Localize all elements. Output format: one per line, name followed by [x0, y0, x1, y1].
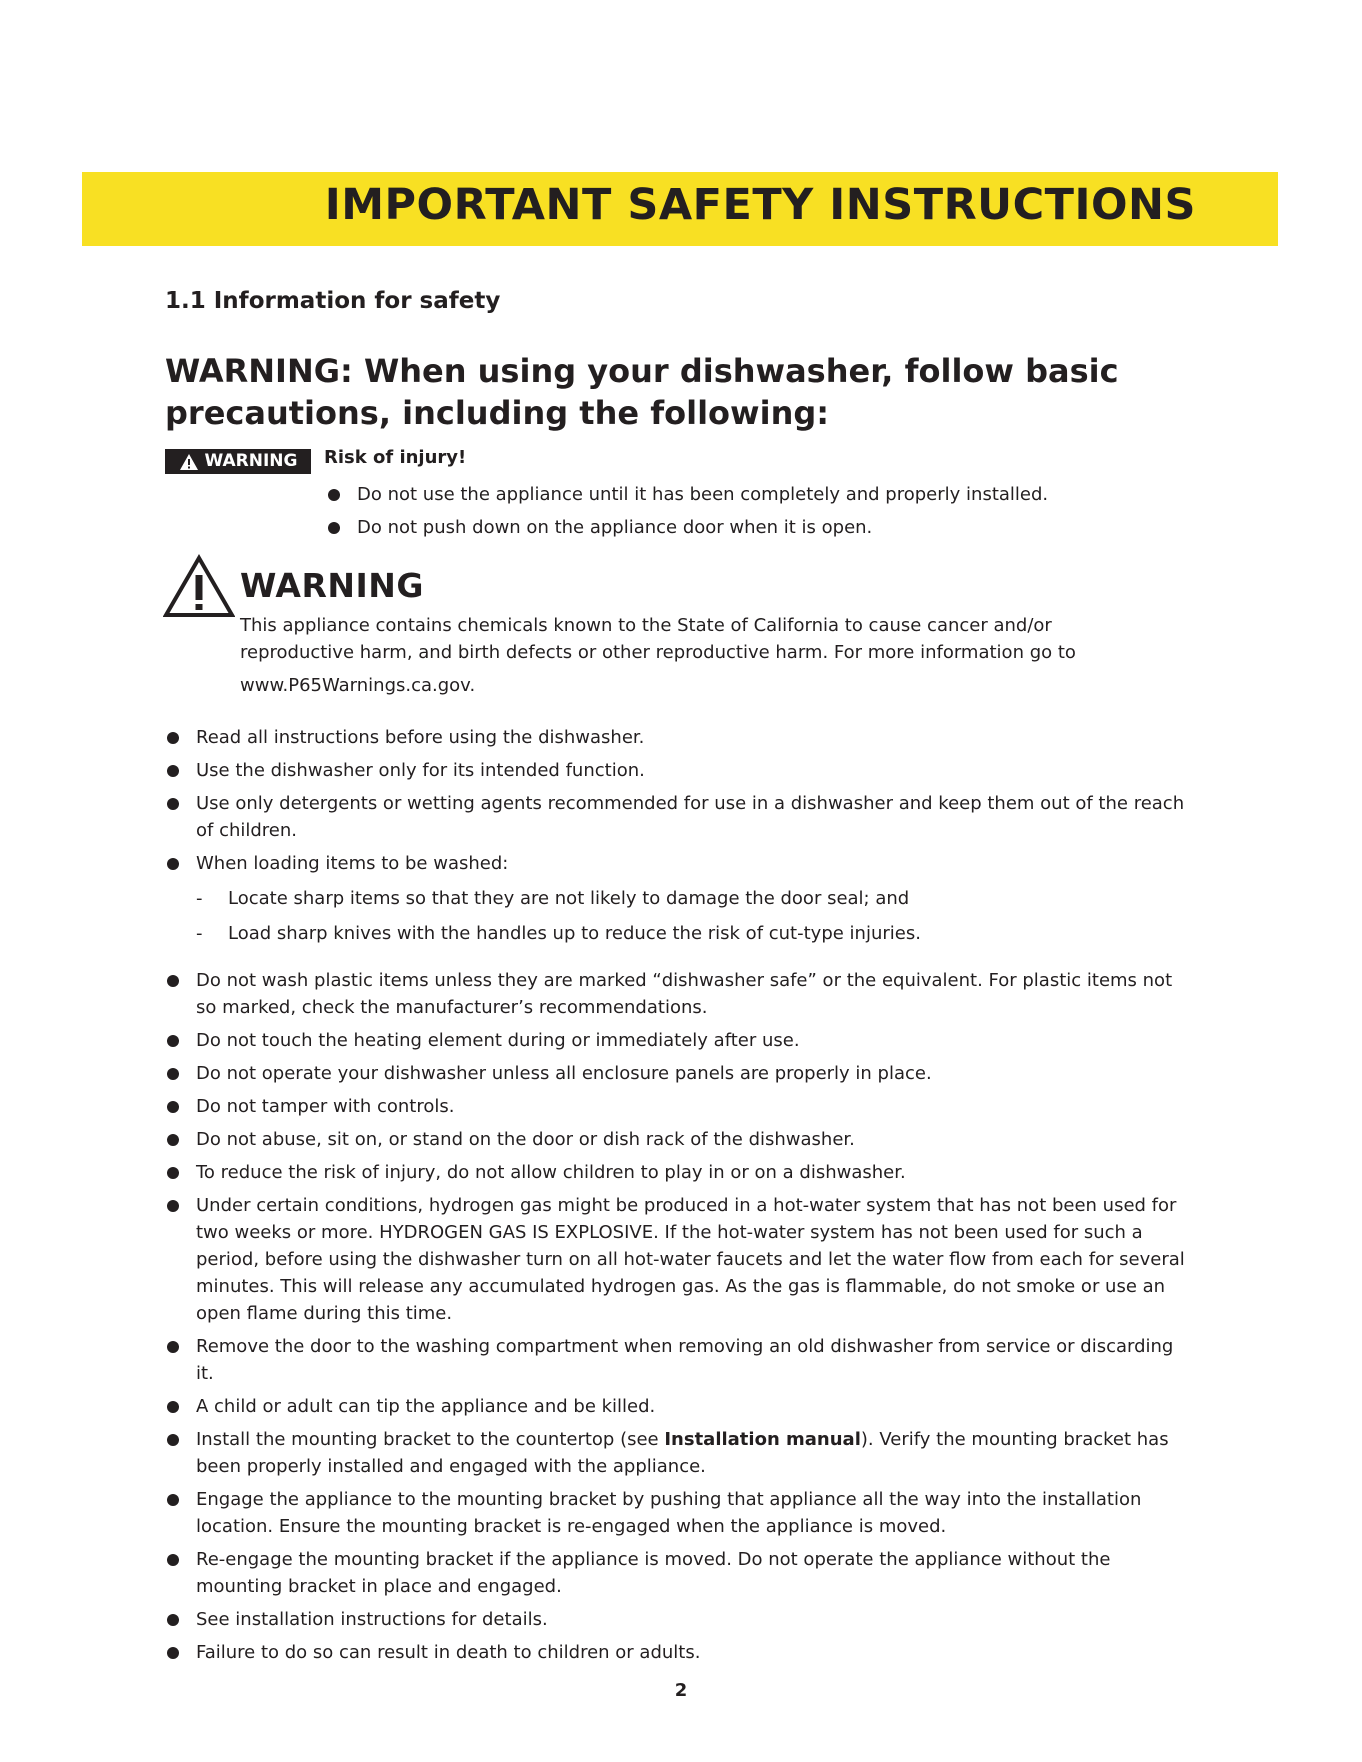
list-item-text: When loading items to be washed:	[196, 853, 509, 874]
bullet-icon	[328, 489, 340, 501]
bullet-icon	[167, 858, 179, 870]
bullet-icon	[167, 975, 179, 987]
bullet-icon	[167, 798, 179, 810]
list-item-text: See installation instructions for details.	[196, 1609, 548, 1630]
list-item	[165, 1606, 1195, 1633]
list-item-text: Do not operate your dishwasher unless all enclosure panels are properly in place.	[196, 1063, 932, 1084]
bullet-icon	[167, 1167, 179, 1179]
list-item-text: Install the mounting bracket to the countertop (see	[196, 1429, 665, 1450]
instruction-list	[165, 724, 1195, 1672]
prop65-body: This appliance contains chemicals known to the State of California to cause cancer and/or reproductive harm, and birth defects or other reproductive harm. For more information go to	[240, 615, 1076, 663]
dash-marker: -	[196, 923, 203, 944]
page-number: 2	[674, 1680, 688, 1701]
list-item-text: Re-engage the mounting bracket if the appliance is moved. Do not operate the appliance without the mounting bracket in place and engaged.	[196, 1549, 1111, 1597]
bullet-icon	[167, 732, 179, 744]
list-item	[324, 511, 1048, 544]
list-item-text: Engage the appliance to the mounting bracket by pushing that appliance all the way into the installation location. Ensure the mounting bracket is re-engaged when the appliance is moved.	[196, 1489, 1142, 1537]
bullet-icon	[167, 1341, 179, 1353]
bullet-icon	[167, 1200, 179, 1212]
prop65-title: WARNING	[240, 566, 424, 605]
list-item	[165, 1393, 1195, 1420]
list-item	[165, 1159, 1195, 1186]
list-item	[165, 1426, 1195, 1480]
bullet-icon	[167, 1401, 179, 1413]
list-item-text: Do not use the appliance until it has been completely and properly installed.	[357, 484, 1049, 505]
warning-triangle-icon	[179, 453, 199, 471]
list-item	[165, 1639, 1195, 1666]
list-item-text: Do not touch the heating element during or immediately after use.	[196, 1030, 800, 1051]
bullet-icon	[167, 1434, 179, 1446]
sub-list-item	[196, 885, 1195, 912]
main-warning-heading: WARNING: When using your dishwasher, follow basic precautions, including the following:	[165, 352, 1119, 432]
list-item	[165, 757, 1195, 784]
installation-manual-reference: Installation manual	[664, 1429, 861, 1450]
list-item-text: Use the dishwasher only for its intended function.	[196, 760, 645, 781]
page-title: IMPORTANT SAFETY INSTRUCTIONS	[324, 180, 1196, 230]
list-item	[165, 790, 1195, 844]
list-item-text: ). Verify the mounting bracket has been properly installed and engaged with the appliance.	[196, 1429, 1169, 1477]
bullet-icon	[167, 1101, 179, 1113]
bullet-icon	[167, 1068, 179, 1080]
list-item-text: Read all instructions before using the dishwasher.	[196, 727, 645, 748]
dash-marker: -	[196, 888, 203, 909]
bullet-icon	[167, 1494, 179, 1506]
risk-label: Risk of injury!	[324, 447, 467, 468]
list-item-text: Failure to do so can result in death to children or adults.	[196, 1642, 701, 1663]
bullet-icon	[328, 522, 340, 534]
list-item-text: Do not tamper with controls.	[196, 1096, 455, 1117]
prop65-text	[240, 612, 1160, 699]
sub-list	[196, 885, 1195, 947]
list-item-text: Do not abuse, sit on, or stand on the door or dish rack of the dishwasher.	[196, 1129, 855, 1150]
sub-list-item-text: Locate sharp items so that they are not likely to damage the door seal; and	[228, 888, 910, 909]
list-item	[165, 1093, 1195, 1120]
bullet-icon	[167, 1035, 179, 1047]
list-item-text: Under certain conditions, hydrogen gas might be produced in a hot-water system that has not been used for two weeks or more. HYDROGEN GAS IS EXPLOSIVE. If the hot-water system has not been used for such a period, before using the dishwasher turn on all hot-water faucets and let the water flow from each for several minutes. This will release any accumulated hydrogen gas. As the gas is flammable, do not smoke or use an open flame during this time.	[196, 1195, 1185, 1324]
list-item-text: A child or adult can tip the appliance and be killed.	[196, 1396, 656, 1417]
list-item	[165, 1333, 1195, 1387]
list-item	[165, 967, 1195, 1021]
bullet-icon	[167, 765, 179, 777]
bullet-icon	[167, 1554, 179, 1566]
list-item	[165, 1126, 1195, 1153]
list-item-text: To reduce the risk of injury, do not allow children to play in or on a dishwasher.	[196, 1162, 906, 1183]
list-item	[165, 1027, 1195, 1054]
sub-list-item-text: Load sharp knives with the handles up to reduce the risk of cut-type injuries.	[228, 923, 921, 944]
list-item	[165, 1192, 1195, 1327]
list-item-text: Do not wash plastic items unless they are marked “dishwasher safe” or the equivalent. For plastic items not so marked, check the manufacturer’s recommendations.	[196, 970, 1173, 1018]
bullet-icon	[167, 1614, 179, 1626]
risk-list	[324, 478, 1048, 544]
list-item-text: Remove the door to the washing compartment when removing an old dishwasher from service or discarding it.	[196, 1336, 1174, 1384]
list-item	[324, 478, 1048, 511]
list-item	[165, 1486, 1195, 1540]
list-item	[165, 1546, 1195, 1600]
warning-triangle-icon	[163, 554, 235, 618]
list-item	[165, 724, 1195, 751]
list-item	[165, 850, 1195, 947]
sub-list-item	[196, 920, 1195, 947]
warning-tag-label: WARNING	[204, 451, 298, 471]
bullet-icon	[167, 1647, 179, 1659]
list-item-text: Use only detergents or wetting agents recommended for use in a dishwasher and keep them out of the reach of children.	[196, 793, 1185, 841]
list-item	[165, 1060, 1195, 1087]
section-heading: 1.1 Information for safety	[165, 288, 501, 314]
prop65-link[interactable]: www.P65Warnings.ca.gov.	[240, 675, 476, 696]
list-item-text: Do not push down on the appliance door when it is open.	[357, 517, 873, 538]
warning-tag	[165, 449, 311, 474]
title-banner	[82, 172, 1278, 246]
bullet-icon	[167, 1134, 179, 1146]
